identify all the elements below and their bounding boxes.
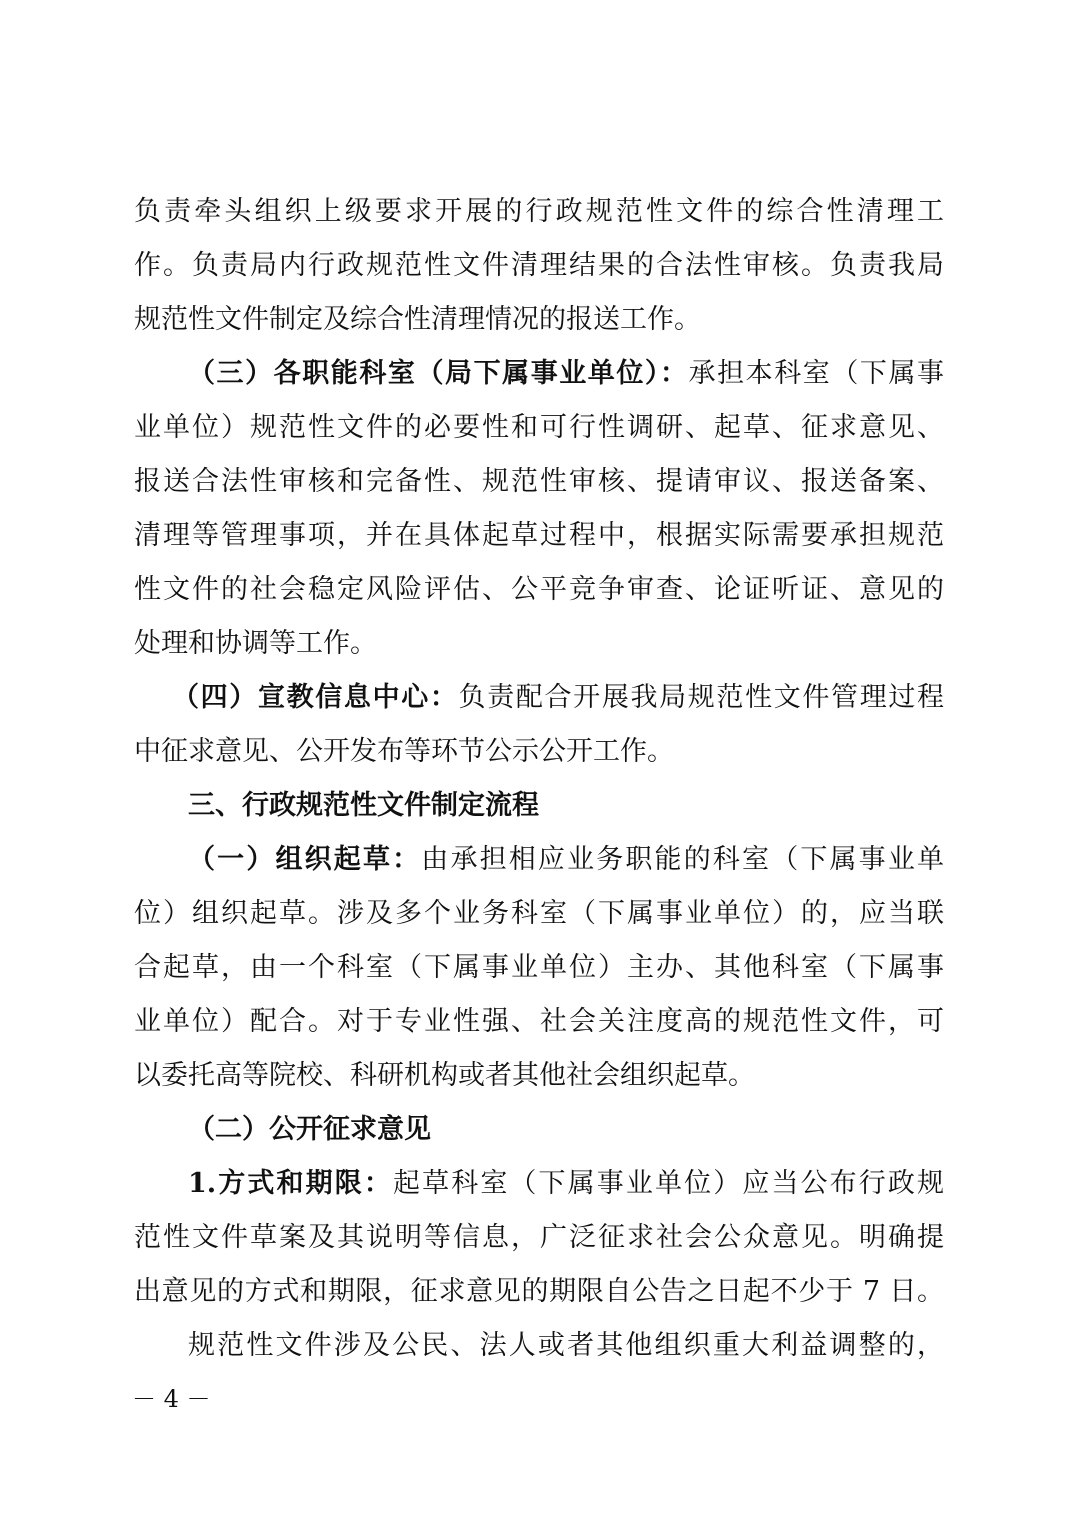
- text: 中征求意见、公开发布等环节公示公开工作。: [134, 736, 674, 767]
- text: 规范性文件制定及综合性清理情况的报送工作。: [134, 304, 701, 335]
- subsection-one-line: [188, 840, 944, 880]
- body-line: [134, 1218, 944, 1258]
- body-line: [134, 408, 944, 448]
- body-line: [134, 1272, 944, 1312]
- text: 合起草，由一个科室（下属事业单位）主办、其他科室（下属事: [134, 952, 944, 983]
- heading-text: 三、行政规范性文件制定流程: [188, 790, 539, 821]
- text: 性文件的社会稳定风险评估、公平竞争审查、论证听证、意见的: [134, 574, 944, 605]
- text: 起草科室（下属事业单位）应当公布行政规: [392, 1168, 944, 1199]
- item-one-line: [188, 1164, 944, 1204]
- body-line: [188, 1326, 944, 1366]
- body-line: [134, 1056, 944, 1096]
- text: 由承担相应业务职能的科室（下属事业单: [421, 844, 944, 875]
- section-label: （三）各职能科室（局下属事业单位）：: [188, 358, 689, 389]
- body-line: [134, 1002, 944, 1042]
- section-label: （一）组织起草：: [188, 844, 422, 875]
- body-line: [134, 516, 944, 556]
- body-line: [134, 246, 944, 286]
- text: 规范性文件涉及公民、法人或者其他组织重大利益调整的，: [188, 1330, 944, 1361]
- text: 位）组织起草。涉及多个业务科室（下属事业单位）的，应当联: [134, 898, 944, 929]
- section-label: （四）宣教信息中心：: [172, 682, 459, 713]
- section-three-line: [188, 354, 944, 394]
- text: 范性文件草案及其说明等信息，广泛征求社会公众意见。明确提: [134, 1222, 944, 1253]
- text: 出意见的方式和期限，征求意见的期限自公告之日起不少于 7 日。: [134, 1276, 944, 1307]
- text: 清理等管理事项，并在具体起草过程中，根据实际需要承担规范: [134, 520, 944, 551]
- text: 承担本科室（下属事: [688, 358, 944, 389]
- text: 作。负责局内行政规范性文件清理结果的合法性审核。负责我局: [134, 250, 944, 281]
- heading-text: （二）公开征求意见: [188, 1114, 431, 1145]
- body-line: [134, 732, 944, 772]
- text: 业单位）配合。对于专业性强、社会关注度高的规范性文件，可: [134, 1006, 944, 1037]
- text: 负责配合开展我局规范性文件管理过程: [458, 682, 944, 713]
- body-line: [134, 570, 944, 610]
- body-line: [134, 948, 944, 988]
- text: 处理和协调等工作。: [134, 628, 377, 659]
- subsection-two-heading: [188, 1110, 944, 1150]
- body-line: [134, 462, 944, 502]
- body-line: [134, 192, 944, 232]
- text: 业单位）规范性文件的必要性和可行性调研、起草、征求意见、: [134, 412, 944, 443]
- section-four-line: [172, 678, 944, 718]
- body-line: [134, 894, 944, 934]
- body-line: [134, 300, 944, 340]
- chapter-heading: [188, 786, 944, 826]
- text: 负责牵头组织上级要求开展的行政规范性文件的综合性清理工: [134, 196, 944, 227]
- page-number: － 4 －: [132, 1385, 211, 1413]
- text: 以委托高等院校、科研机构或者其他社会组织起草。: [134, 1060, 755, 1091]
- body-line: [134, 624, 944, 664]
- item-label: 1.方式和期限：: [188, 1168, 393, 1199]
- text: 报送合法性审核和完备性、规范性审核、提请审议、报送备案、: [134, 466, 944, 497]
